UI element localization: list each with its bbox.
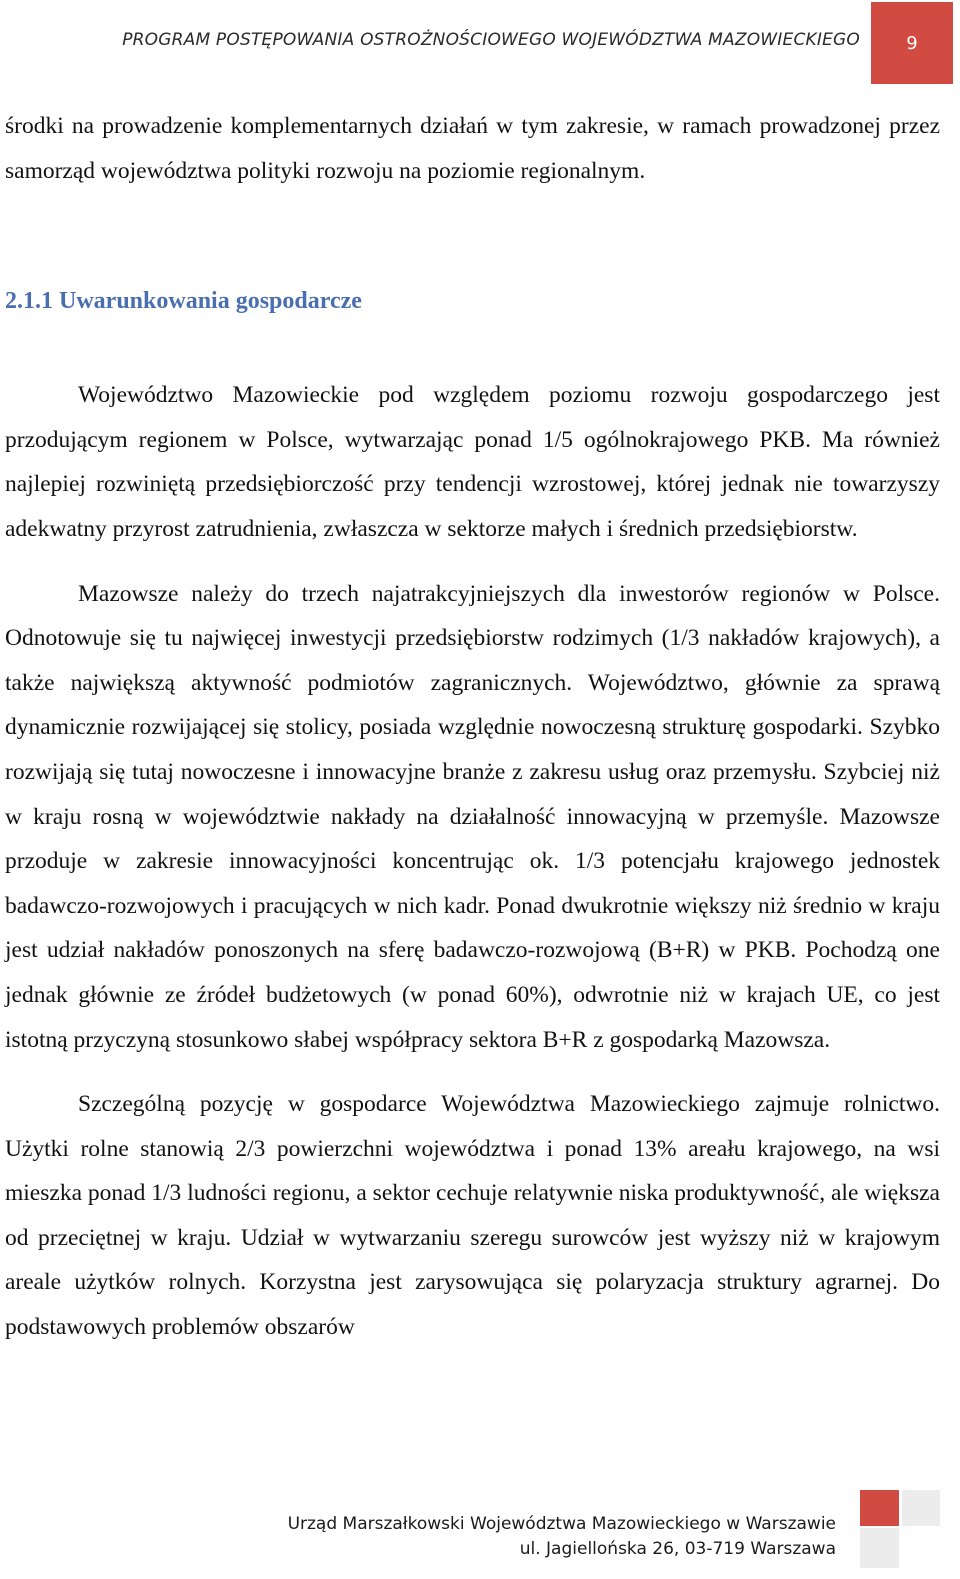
document-body (5, 104, 940, 1350)
page-number-box (871, 2, 953, 84)
footer-address (288, 1512, 836, 1562)
paragraph-4: Szczególną pozycję w gospodarce Województwa Mazowieckiego zajmuje rolnictwo. Użytki rolne stanowią 2/3 powierzchni województwa i ponad 13% areału krajowego, na wsi mieszka ponad 1/3 ludności regionu, a sektor cechuje relatywnie niska produktywność, ale większa od przeciętnej w kraju. Udział w wytwarzaniu szeregu surowców jest wyższy niż w krajowym areale użytków rolnych. Korzystna jest zarysowująca się polaryzacja struktury agrarnej. Do podstawowych problemów obszarów (5, 1091, 940, 1341)
footer-decor-square-gray-lower (860, 1528, 899, 1568)
footer-street-address: ul. Jagiellońska 26, 03-719 Warszawa (519, 1539, 836, 1559)
footer-office-name: Urząd Marszałkowski Województwa Mazowieckiego w Warszawie (287, 1514, 836, 1534)
paragraph-1: środki na prowadzenie komplementarnych działań w tym zakresie, w ramach prowadzonej przez samorząd województwa polityki rozwoju na poziomie regionalnym. (5, 113, 940, 184)
page-number: 9 (906, 32, 918, 54)
section-heading: 2.1.1 Uwarunkowania gospodarcze (5, 288, 362, 315)
paragraph-3: Mazowsze należy do trzech najatrakcyjniejszych dla inwestorów regionów w Polsce. Odnotowuje się tu najwięcej inwestycji przedsiębiorstw rodzimych (1/3 nakładów krajowych), a także największą aktywność podmiotów zagranicznych. Województwo, głównie za sprawą dynamicznie rozwijającej się stolicy, posiada względnie nowoczesną strukturę gospodarki. Szybko rozwijają się tutaj nowoczesne i innowacyjne branże z zakresu usług oraz przemysłu. Szybciej niż w kraju rosną w województwie nakłady na działalność innowacyjną w przemyśle. Mazowsze przoduje w zakresie innowacyjności koncentrując ok. 1/3 potencjału krajowego jednostek badawczo-rozwojowych i pracujących w nich kadr. Ponad dwukrotnie większy niż średnio w kraju jest udział nakładów ponoszonych na sferę badawczo-rozwojową (B+R) w PKB. Pochodzą one jednak głównie ze źródeł budżetowych (w ponad 60%), odwrotnie niż w krajach UE, co jest istotną przyczyną stosunkowo słabej współpracy sektora B+R z gospodarką Mazowsza. (5, 580, 940, 1053)
footer-decor-square-red (860, 1490, 899, 1526)
running-header-title: PROGRAM POSTĘPOWANIA OSTROŻNOŚCIOWEGO WOJEWÓDZTWA MAZOWIECKIEGO (122, 30, 860, 50)
footer-decor-square-gray (902, 1490, 940, 1526)
paragraph-2: Województwo Mazowieckie pod względem poziomu rozwoju gospodarczego jest przodującym regionem w Polsce, wytwarzając ponad 1/5 ogólnokrajowego PKB. Ma również najlepiej rozwiniętą przedsiębiorczość przy tendencji wzrostowej, której jednak nie towarzyszy adekwatny przyrost zatrudnienia, zwłaszcza w sektorze małych i średnich przedsiębiorstw. (5, 382, 940, 542)
